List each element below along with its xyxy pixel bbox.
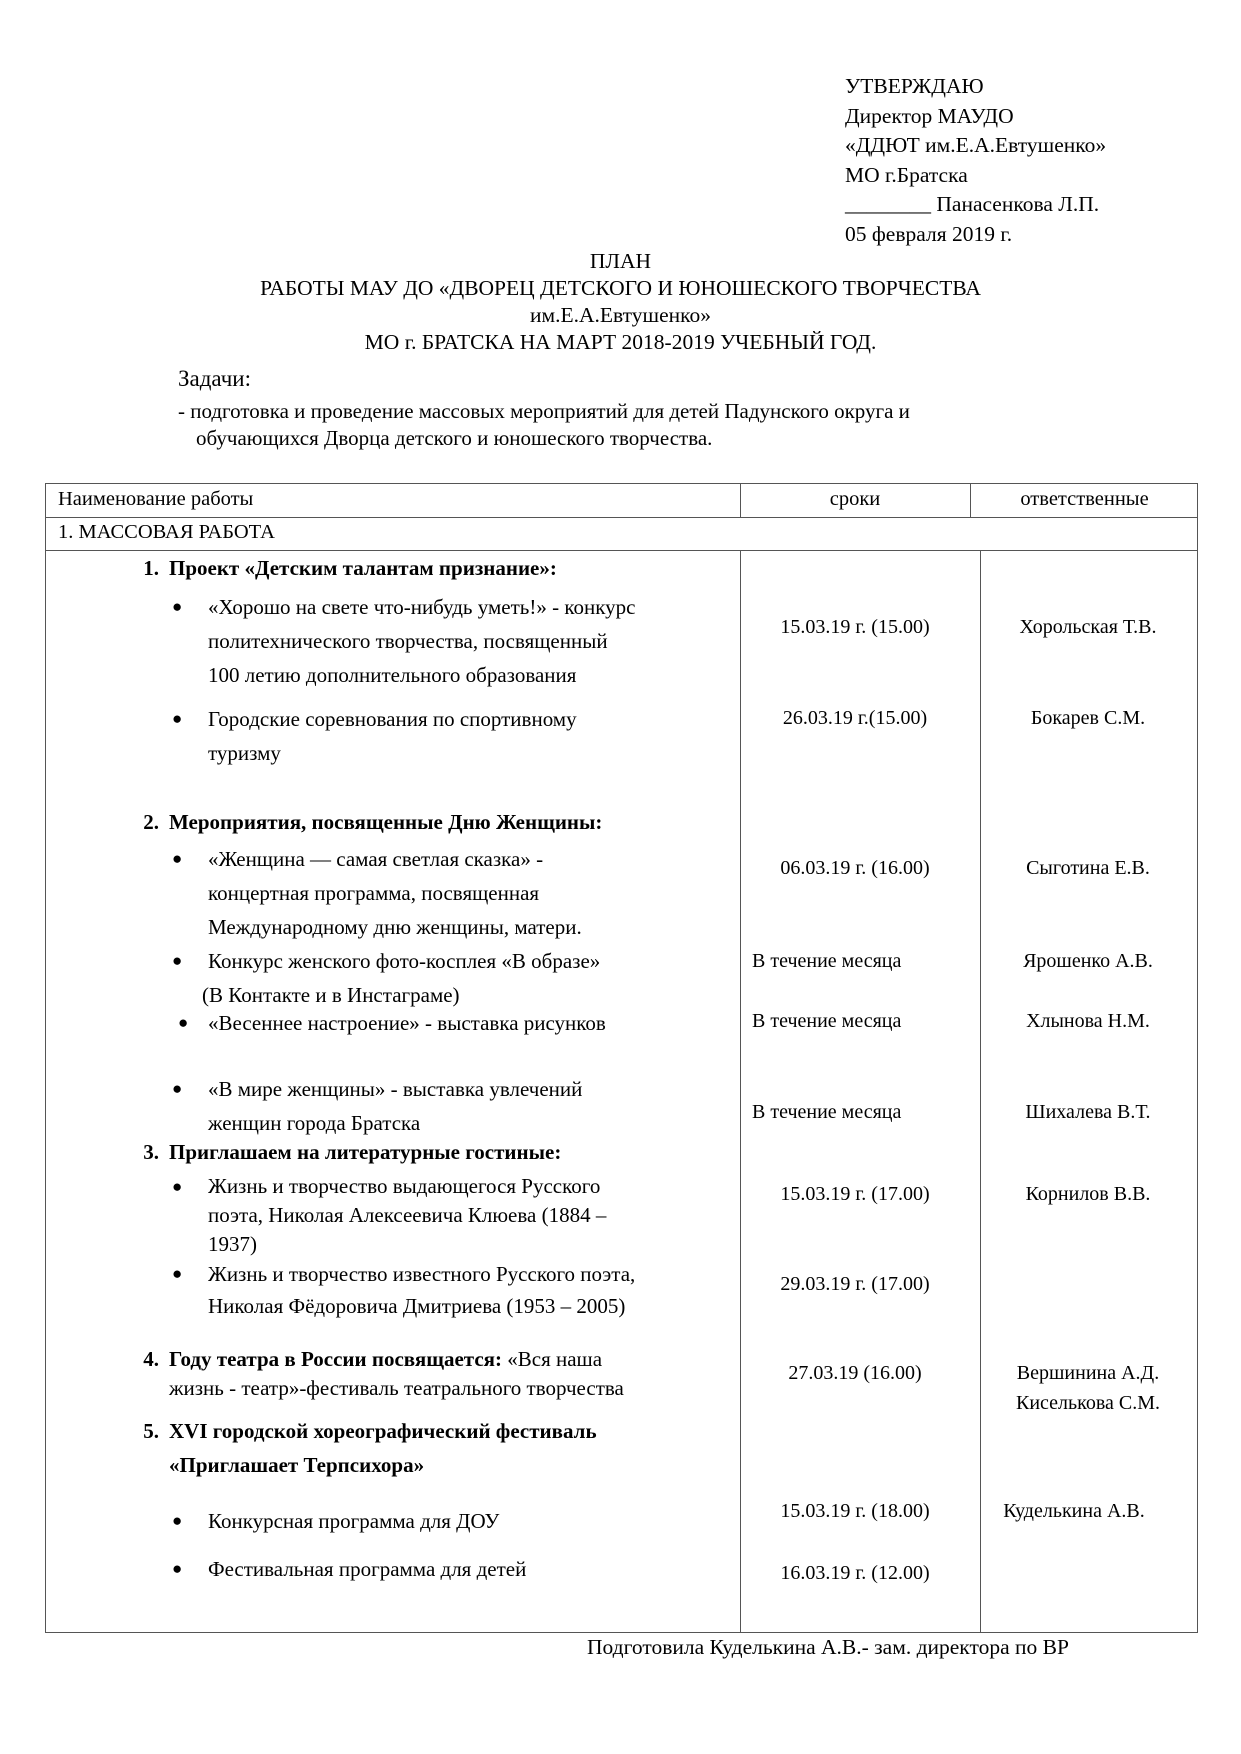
- item-line: 100 летию дополнительного образования: [208, 663, 577, 687]
- item-date: 29.03.19 г. (17.00): [780, 1273, 930, 1295]
- list-item: [178, 1006, 606, 1040]
- item-responsible: Бокарев С.М.: [1030, 707, 1146, 729]
- title-line: РАБОТЫ МАУ ДО «ДВОРЕЦ ДЕТСКОГО И ЮНОШЕСКОГО ТВОРЧЕСТВА: [260, 276, 981, 300]
- section-title-text: Приглашаем на литературные гостиные:: [169, 1140, 562, 1164]
- item-date: 15.03.19 г. (15.00): [780, 616, 930, 638]
- item-responsible: Корнилов В.В.: [1025, 1183, 1151, 1205]
- item-responsible: Вершинина А.Д.: [1016, 1362, 1160, 1384]
- bullet-icon: ●: [172, 951, 183, 970]
- list-item: [172, 1552, 527, 1586]
- item-date: 27.03.19 (16.00): [788, 1362, 922, 1384]
- section-number: 5.: [143, 1419, 159, 1443]
- approval-line: «ДДЮТ им.Е.А.Евтушенко»: [845, 133, 1107, 157]
- approval-line: Директор МАУДО: [845, 103, 1014, 128]
- list-item: [172, 1172, 607, 1259]
- tasks-line: обучающихся Дворца детского и юношеского творчества.: [196, 426, 713, 450]
- item-date: 06.03.19 г. (16.00): [780, 857, 930, 879]
- list-item: [172, 1072, 583, 1140]
- item-line: Конкурсная программа для ДОУ: [208, 1509, 500, 1533]
- item-line: Конкурс женского фото-косплея «В образе»: [208, 949, 601, 973]
- section-number: 2.: [143, 810, 159, 834]
- item-responsible: Шихалева В.Т.: [1025, 1101, 1151, 1123]
- item-date: В течение месяца: [752, 950, 902, 972]
- bullet-icon: ●: [172, 709, 183, 728]
- item-responsible: Хорольская Т.В.: [1019, 616, 1157, 638]
- item-line: поэта, Николая Алексеевича Клюева (1884 –: [208, 1203, 607, 1227]
- list-item: [172, 842, 582, 944]
- bullet-icon: ●: [172, 1079, 183, 1098]
- item-date: 15.03.19 г. (17.00): [780, 1183, 930, 1205]
- bullet-icon: ●: [172, 597, 183, 616]
- list-item: [172, 590, 636, 692]
- document-title: [0, 248, 1241, 356]
- item-line: Городские соревнования по спортивному: [208, 707, 577, 731]
- item-date: 15.03.19 г. (18.00): [780, 1500, 930, 1522]
- section-title-rest: «Вся наша: [502, 1347, 603, 1371]
- approval-date: 05 февраля 2019 г.: [845, 221, 1013, 246]
- header-responsible: ответственные: [1020, 488, 1149, 510]
- item-responsible: Сыготина Е.В.: [1026, 857, 1150, 879]
- bullet-icon: ●: [172, 849, 183, 868]
- item-line: туризму: [208, 741, 281, 765]
- title-line: им.Е.А.Евтушенко»: [530, 303, 711, 327]
- item-line: (В Контакте и в Инстаграме): [202, 983, 460, 1007]
- tasks-label: Задачи:: [178, 366, 251, 391]
- item-responsible: Киселькова С.М.: [1015, 1392, 1161, 1414]
- section-3-title: [124, 1140, 561, 1165]
- bullet-icon: ●: [172, 1177, 183, 1196]
- table-divider: [46, 517, 1197, 518]
- header-dates: сроки: [829, 488, 881, 510]
- item-line: «В мире женщины» - выставка увлечений: [208, 1077, 583, 1101]
- section-number: 4.: [143, 1347, 159, 1371]
- item-date: 26.03.19 г.(15.00): [782, 707, 928, 729]
- approval-line: УТВЕРЖДАЮ: [845, 74, 984, 98]
- bullet-icon: ●: [172, 1511, 183, 1530]
- item-responsible: Хлынова Н.М.: [1026, 1010, 1150, 1032]
- section-title-text: Проект «Детским талантам признание»:: [169, 556, 557, 580]
- item-date: В течение месяца: [752, 1010, 902, 1032]
- section-title-text: Году театра в России посвящается:: [169, 1347, 503, 1371]
- list-item: [172, 1504, 500, 1538]
- list-item: [172, 1258, 636, 1322]
- section-4: [124, 1345, 624, 1403]
- item-line: Фестивальная программа для детей: [208, 1557, 527, 1581]
- item-line: 1937): [208, 1232, 257, 1256]
- list-item: [172, 944, 601, 1012]
- section-5-title: [124, 1414, 597, 1482]
- item-line: Международному дню женщины, матери.: [208, 915, 582, 939]
- section-2-title: [124, 810, 602, 835]
- item-line: женщин города Братска: [208, 1111, 421, 1135]
- item-line: Николая Фёдоровича Дмитриева (1953 – 2005): [208, 1294, 626, 1318]
- item-line: Жизнь и творчество выдающегося Русского: [208, 1174, 601, 1198]
- section-title-text: «Приглашает Терпсихора»: [169, 1453, 425, 1477]
- item-line: концертная программа, посвященная: [208, 881, 540, 905]
- section-title-text: XVI городской хореографический фестиваль: [169, 1419, 597, 1443]
- item-date: В течение месяца: [752, 1101, 902, 1123]
- item-line: «Женщина — самая светлая сказка» -: [208, 847, 544, 871]
- section-title-text: Мероприятия, посвященные Дню Женщины:: [169, 810, 603, 834]
- item-line: «Весеннее настроение» - выставка рисунков: [208, 1011, 606, 1035]
- section-number: 3.: [143, 1140, 159, 1164]
- item-line: Жизнь и творчество известного Русского поэта,: [208, 1262, 636, 1286]
- bullet-icon: ●: [178, 1013, 189, 1032]
- tasks-text: [178, 398, 910, 452]
- title-line: ПЛАН: [589, 249, 652, 273]
- item-line: политехнического творчества, посвященный: [208, 629, 608, 653]
- tasks-line: - подготовка и проведение массовых мероприятий для детей Падунского округа и: [178, 399, 910, 423]
- item-line: «Хорошо на свете что-нибудь уметь!» - конкурс: [208, 595, 636, 619]
- approval-line: МО г.Братска: [845, 162, 968, 187]
- item-responsible: Куделькина А.В.: [1003, 1500, 1145, 1522]
- section-heading: 1. МАССОВАЯ РАБОТА: [58, 521, 275, 543]
- item-date: 16.03.19 г. (12.00): [780, 1562, 930, 1584]
- approval-signature-line: ________ Панасенкова Л.П.: [845, 192, 1100, 216]
- section-number: 1.: [143, 556, 159, 580]
- title-line: МО г. БРАТСКА НА МАРТ 2018-2019 УЧЕБНЫЙ ГОД.: [364, 330, 877, 354]
- prepared-by: Подготовила Куделькина А.В.- зам. директора по ВР: [587, 1635, 1069, 1659]
- section-4-line2: жизнь - театр»-фестиваль театрального творчества: [169, 1376, 624, 1400]
- header-name: Наименование работы: [58, 488, 254, 510]
- bullet-icon: ●: [172, 1264, 183, 1283]
- list-item: [172, 702, 577, 770]
- section-1-title: [124, 556, 557, 581]
- approval-block: [845, 72, 1106, 249]
- table-divider: [46, 550, 1197, 551]
- bullet-icon: ●: [172, 1559, 183, 1578]
- item-responsible: Ярошенко А.В.: [1023, 950, 1153, 972]
